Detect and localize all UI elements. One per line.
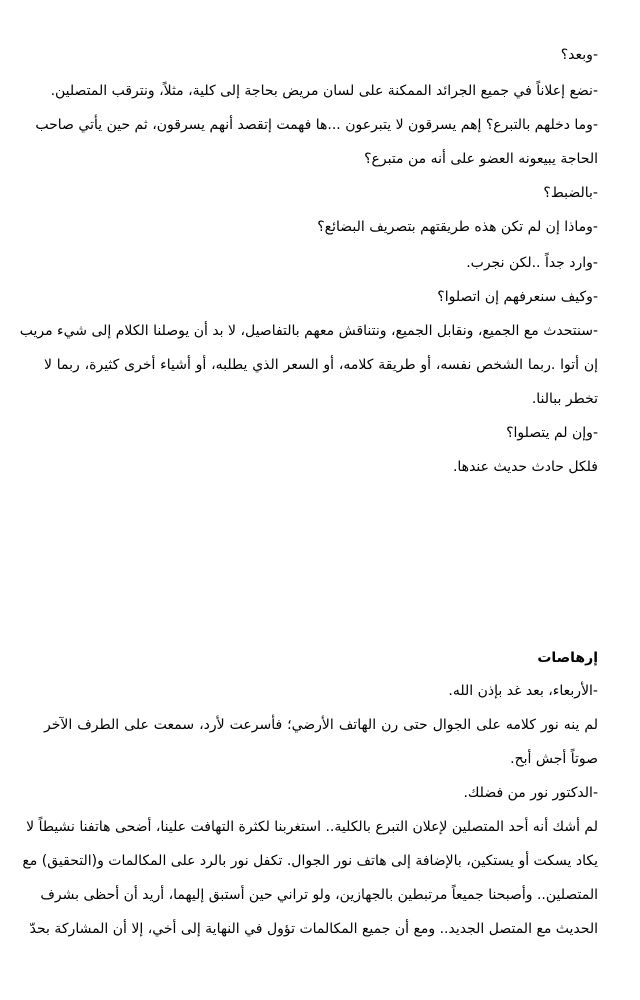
paragraph-line: فلكل حادث حديث عندها. [452, 459, 598, 475]
paragraph-line: الحاجة يبيعونه العضو على أنه من متبرع؟ [364, 151, 598, 167]
paragraph-line: المتصلين.. وأصبحنا جميعاً مرتبطين بالجهازين، ولو تراني حين أستبق إليهما، أريد أن أحظى بشرف [40, 887, 598, 903]
paragraph-line: -بالضبط؟ [543, 185, 598, 201]
section-title: إرهاصات [537, 650, 598, 666]
paragraph-line: -وارد جداً ..لكن نجرب. [466, 255, 598, 271]
paragraph-line: -وبعد؟ [560, 47, 598, 63]
paragraph-line: -وما دخلهم بالتبرع؟ إهم يسرقون لا يتبرعون ...ها فهمت إتقصد أنهم يسرقون، ثم حين يأتي صاحب [35, 117, 598, 133]
paragraph-line: -وإن لم يتصلوا؟ [506, 425, 598, 441]
paragraph-line: الحديث مع المتصل الجديد.. ومع أن جميع المكالمات تؤول في النهاية إلى أخي، إلا أن المشاركة بحدّ [29, 921, 598, 937]
paragraph-line: لم ينه نور كلامه على الجوال حتى رن الهاتف الأرضي؛ فأسرعت لأرد، سمعت على الطرف الآخر [44, 717, 598, 733]
paragraph-line: إن أتوا .ربما الشخص نفسه، أو طريقة كلامه، أو السعر الذي يطلبه، أو أشياء أخرى كثيرة، ربما لا [44, 357, 598, 373]
paragraph-line: صوتاً أجش أبح. [510, 751, 598, 767]
paragraph-line: لم أشك أنه أحد المتصلين لإعلان التبرع بالكلية.. استغربنا لكثرة التهافت علينا، أضحى هاتفنا نشيطاً لا [26, 819, 598, 835]
paragraph-line: -نضع إعلاناً في جميع الجرائد الممكنة على لسان مريض بحاجة إلى كلية، مثلاً، ونترقب المتصلين. [50, 83, 598, 99]
paragraph-line: يكاد يسكت أو يستكين، بالإضافة إلى هاتف نور الجوال. تكفل نور بالرد على المكالمات و(التحقيق) مع [22, 853, 598, 869]
paragraph-line: تخطر ببالنا. [531, 391, 598, 407]
paragraph-line: -الأربعاء، بعد غد بإذن الله. [448, 683, 598, 699]
paragraph-line: -وماذا إن لم تكن هذه طريقتهم بتصريف البضائع؟ [317, 219, 598, 235]
paragraph-line: -سنتحدث مع الجميع، ونقابل الجميع، ونتناقش معهم بالتفاصيل، لا بد أن يوصلنا الكلام إلى شيء مريب [19, 323, 598, 339]
paragraph-line: -الدكتور نور من فضلك. [463, 785, 598, 801]
paragraph-line: -وكيف سنعرفهم إن اتصلوا؟ [437, 289, 598, 305]
